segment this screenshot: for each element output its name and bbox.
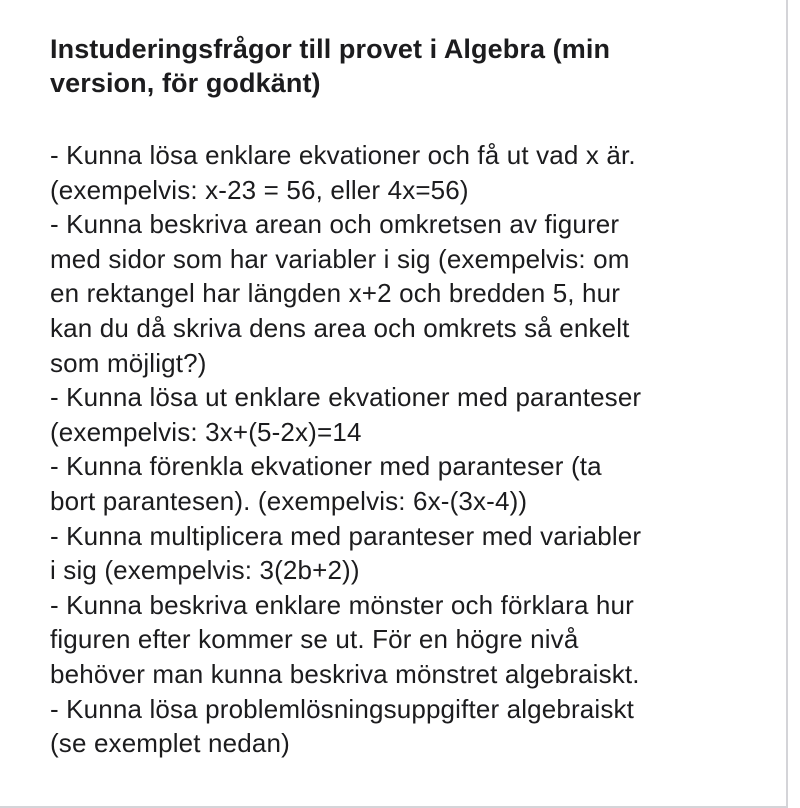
body-line: som möjligt?) xyxy=(50,347,207,378)
body-line: - Kunna lösa problemlösningsuppgifter algebraiskt xyxy=(50,693,635,724)
body-line: (exempelvis: 3x+(5-2x)=14 xyxy=(50,416,362,447)
title-line: Instuderingsfrågor till provet i Algebra (min xyxy=(50,34,611,64)
body-line: - Kunna förenkla ekvationer med paranteser (ta xyxy=(50,451,602,482)
body-line: - Kunna beskriva enklare mönster och förklara hur xyxy=(50,589,634,620)
body-line: (se exemplet nedan) xyxy=(50,728,290,759)
body-line: - Kunna multiplicera med paranteser med variabler xyxy=(50,520,642,551)
body-line: - Kunna beskriva arean och omkretsen av figurer xyxy=(50,209,620,240)
note-title xyxy=(50,32,750,100)
body-line: en rektangel har längden x+2 och bredden 5, hur xyxy=(50,278,621,309)
body-line: figuren efter kommer se ut. För en högre nivå xyxy=(50,624,579,655)
body-line: i sig (exempelvis: 3(2b+2)) xyxy=(50,555,360,586)
body-line: - Kunna lösa ut enklare ekvationer med paranteser xyxy=(50,382,642,413)
body-line: behöver man kunna beskriva mönstret algebraiskt. xyxy=(50,658,640,689)
body-line: kan du då skriva dens area och omkrets så enkelt xyxy=(50,312,630,343)
note-body xyxy=(50,138,750,761)
title-line: version, för godkänt) xyxy=(50,68,321,98)
body-line: med sidor som har variabler i sig (exempelvis: om xyxy=(50,243,630,274)
body-line: bort parantesen). (exempelvis: 6x-(3x-4)) xyxy=(50,485,528,516)
body-line: (exempelvis: x-23 = 56, eller 4x=56) xyxy=(50,174,469,205)
body-line: - Kunna lösa enklare ekvationer och få ut vad x är. xyxy=(50,140,636,170)
note-content xyxy=(50,32,750,761)
